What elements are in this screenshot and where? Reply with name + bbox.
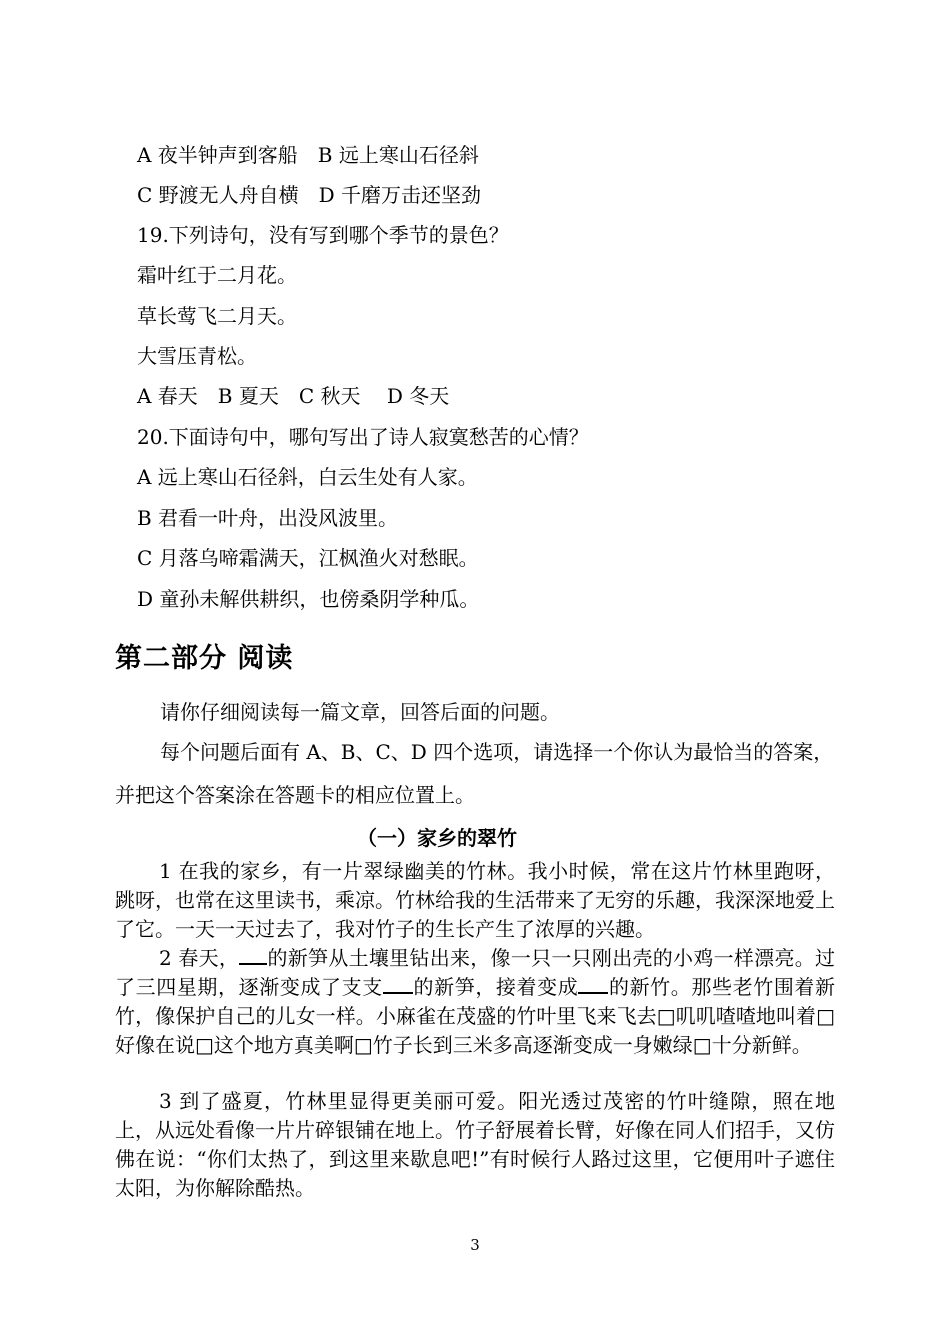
q19-poem-line3: 大雪压青松。 [137, 344, 257, 368]
q18-options-line2: C 野渡无人舟自横 D 千磨万击还坚劲 [137, 183, 482, 207]
part2-instruction-2b: 并把这个答案涂在答题卡的相应位置上。 [115, 783, 475, 807]
paragraph-2-part-b: 的新笋从土壤里钻出来，像一只一只刚出壳的小鸡一样漂亮。过了三四星期，逐渐变成了支支 [115, 946, 835, 999]
q20-option-c: C 月落乌啼霜满天，江枫渔火对愁眠。 [137, 546, 479, 570]
q18-options-line1: A 夜半钟声到客船 B 远上寒山石径斜 [137, 143, 479, 167]
paragraph-2-part-a: 2 春天， [159, 946, 240, 970]
q20-option-a: A 远上寒山石径斜，白云生处有人家。 [137, 465, 478, 489]
q19-question: 19.下列诗句，没有写到哪个季节的景色？ [137, 223, 509, 247]
q19-options: A 春天 B 夏天 C 秋天 D 冬天 [137, 384, 450, 408]
paragraph-2-part-d: 的新竹。那些老竹围着新竹，像保护自己的儿女一样。小麻雀在茂盛的竹叶里飞来飞去□叽叽喳喳地叫着□好像在说□这个地方真美啊□竹子长到三米多高逐渐变成一身嫩绿□十分新鲜。 [115, 975, 836, 1057]
q19-poem-line2: 草长莺飞二月天。 [137, 304, 297, 328]
paragraph-2-part-c: 的新笋，接着变成 [412, 975, 579, 999]
q20-question: 20.下面诗句中，哪句写出了诗人寂寞愁苦的心情？ [137, 425, 589, 449]
q20-option-d: D 童孙未解供耕织，也傍桑阴学种瓜。 [137, 587, 480, 611]
article-paragraph-2 [115, 944, 835, 1060]
article-paragraph-3: 3 到了盛夏，竹林里显得更美丽可爱。阳光透过茂密的竹叶缝隙，照在地上，从远处看像一片片碎银铺在地上。竹子舒展着长臂，好像在同人们招手，又仿佛在说：“你们太热了，到这里来歇息吧!”有时候行人路过这里，它便用叶子遮住太阳，为你解除酷热。 [115, 1089, 835, 1200]
q20-option-b: B 君看一叶舟，出没风波里。 [137, 506, 399, 530]
article-title-text: （一）家乡的翠竹 [357, 826, 517, 850]
part2-instruction-1: 请你仔细阅读每一篇文章，回答后面的问题。 [160, 700, 560, 724]
page-number: 3 [470, 1236, 480, 1254]
blank-2 [383, 974, 413, 994]
part2-instruction-2a: 每个问题后面有 A、B、C、D 四个选项，请选择一个你认为最恰当的答案， [160, 740, 834, 764]
part2-heading: 第二部分 阅读 [115, 643, 294, 674]
q19-poem-line1: 霜叶红于二月花。 [137, 263, 297, 287]
article-paragraph-1: 1 在我的家乡，有一片翠绿幽美的竹林。我小时候，常在这片竹林里跑呀，跳呀，也常在这里读书，乘凉。竹林给我的生活带来了无穷的乐趣，我深深地爱上了它。一天一天过去了，我对竹子的生长产生了浓厚的兴趣。 [115, 859, 835, 941]
blank-3 [578, 974, 608, 994]
blank-1 [239, 945, 267, 965]
article-title [0, 822, 950, 851]
